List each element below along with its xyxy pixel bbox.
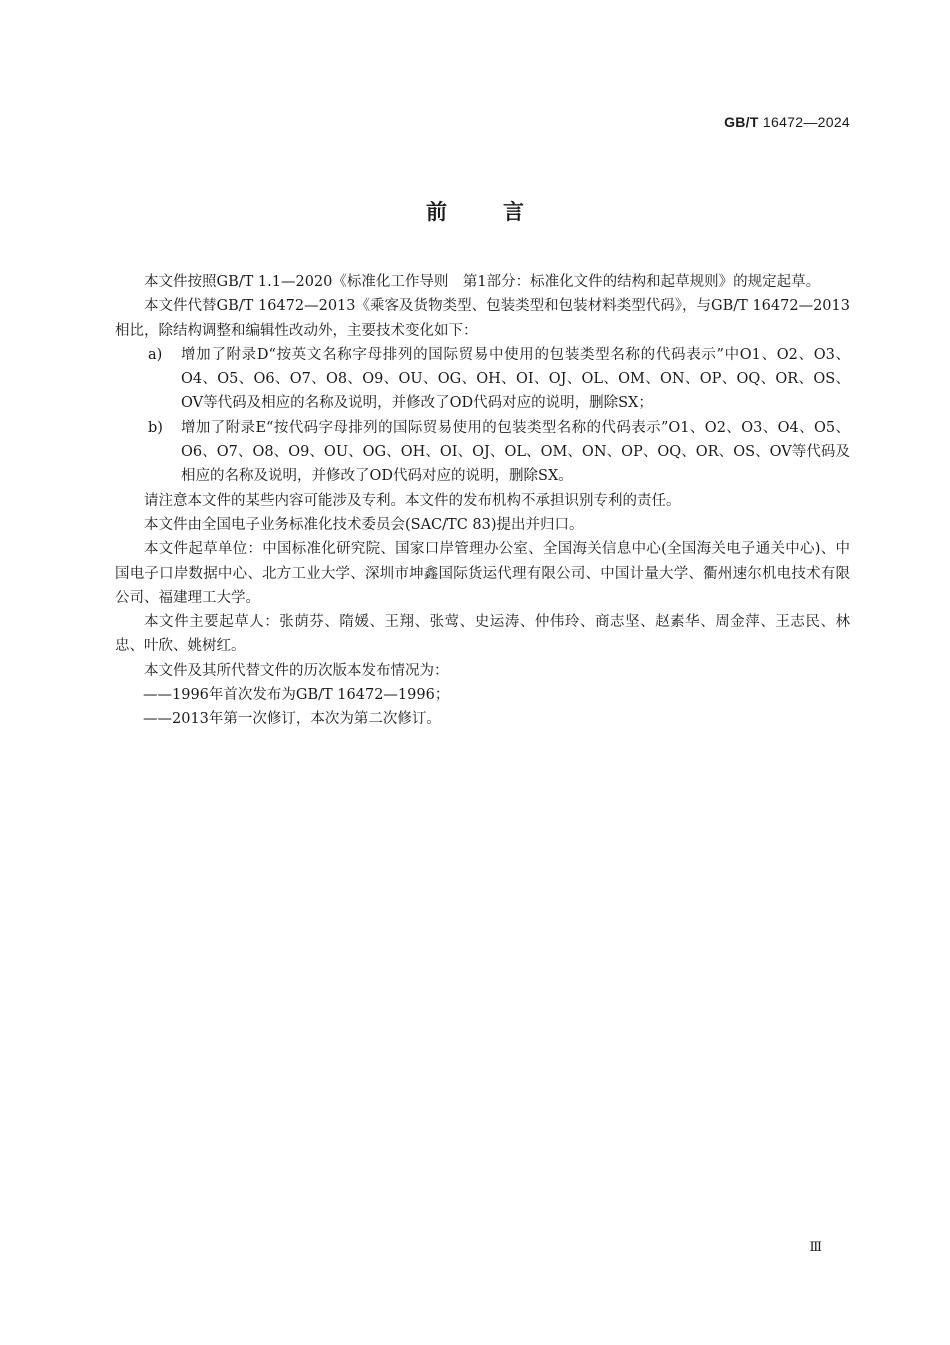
list-item [115, 343, 850, 416]
list-item [115, 416, 850, 489]
foreword-body [115, 270, 850, 732]
list-marker: b) [148, 419, 163, 436]
paragraph-drafting-rules: 本文件按照GB/T 1.1—2020《标准化工作导则 第1部分：标准化文件的结构和起草规则》的规定起草。 [144, 274, 821, 290]
page-title: 前言 [426, 200, 580, 224]
history-entry: ——2013年第一次修订，本次为第二次修订。 [143, 711, 441, 728]
standard-code-header [724, 114, 850, 130]
standard-prefix: GB/T [724, 114, 759, 130]
paragraph-drafting-units: 本文件起草单位：中国标准化研究院、国家口岸管理办公室、全国海关信息中心(全国海关电子通关中心)、中国电子口岸数据中心、北方工业大学、深圳市坤鑫国际货运代理有限公司、中国计量大学、衢州速尔机电技术有限公司、福建理工大学。 [115, 541, 850, 606]
list-marker: a) [148, 346, 163, 363]
page-number: Ⅲ [809, 1240, 822, 1255]
paragraph-committee: 本文件由全国电子业务标准化技术委员会(SAC/TC 83)提出并归口。 [144, 516, 584, 533]
paragraph-replacement: 本文件代替GB/T 16472—2013《乘客及货物类型、包装类型和包装材料类型代码》，与GB/T 16472—2013相比，除结构调整和编辑性改动外，主要技术变化如下： [115, 298, 850, 339]
standard-number: 16472—2024 [762, 114, 850, 130]
paragraph-patent-notice: 请注意本文件的某些内容可能涉及专利。本文件的发布机构不承担识别专利的责任。 [144, 492, 681, 509]
paragraph-history-intro: 本文件及其所代替文件的历次版本发布情况为： [144, 662, 449, 679]
list-item-text: 增加了附录D“按英文名称字母排列的国际贸易中使用的包装类型名称的代码表示”中O1、O2、O3、O4、O5、O6、O7、O8、O9、OU、OG、OH、OI、OJ、OL、OM、ON、OP、OQ、OR、OS、OV等代码及相应的名称及说明，并修改了OD代码对应的说明，删除SX； [181, 346, 850, 412]
list-item-text: 增加了附录E“按代码字母排列的国际贸易使用的包装类型名称的代码表示”O1、O2、O3、O4、O5、O6、O7、O8、O9、OU、OG、OH、OI、OJ、OL、OM、ON、OP、OQ、OR、OS、OV等代码及相应的名称及说明，并修改了OD代码对应的说明，删除SX。 [181, 419, 850, 485]
paragraph-drafters: 本文件主要起草人：张荫芬、隋媛、王翔、张莺、史运涛、仲伟玲、商志坚、赵素华、周金萍、王志民、林忠、叶欣、姚树红。 [115, 614, 850, 655]
history-entry: ——1996年首次发布为GB/T 16472—1996； [143, 687, 450, 704]
